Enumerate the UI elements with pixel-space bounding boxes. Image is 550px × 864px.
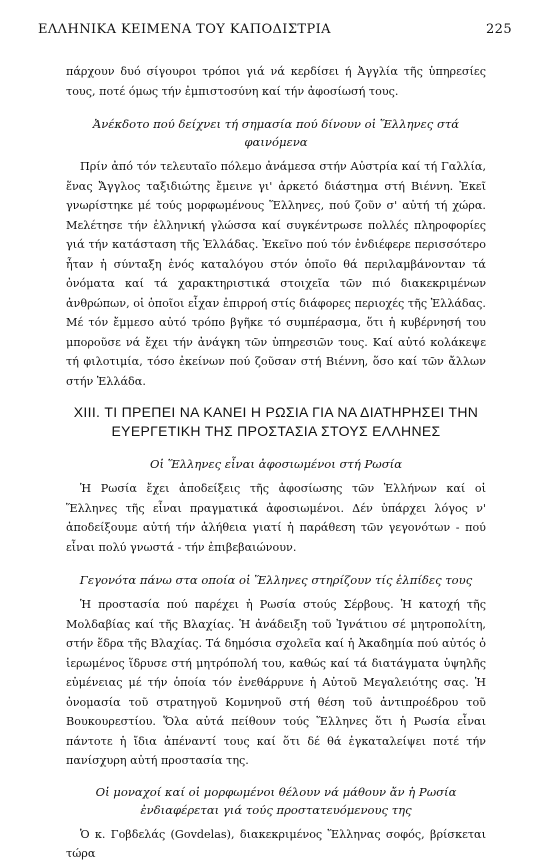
page-body [66,62,486,864]
facts-paragraph: Ἡ προστασία πού παρέχει ἡ Ρωσία στούς Σέρβους. Ἡ κατοχή τῆς Μολδαβίας καί τῆς Βλαχίας. Ἡ ἀνάδειξη τοῦ Ἰγνάτιου σέ μητροπολίτη, στήν ἕδρα τῆς Βλαχίας. Τά δημόσια σχολεῖα καί ἡ Ἀκαδημία πού αὐτός ὁ ἱερωμένος ἵδρυσε στή μητρόπολή του, καθώς καί τά διατάγματα ὑψηλῆς εὐμένειας μέ τήν ὁποία τόν ἐνεθάρρυνε ἡ Αὐτοῦ Μεγαλειότης σας. Ἡ ὀνομασία τοῦ στρατηγοῦ Κομνηνοῦ στή θέση τοῦ ἀντιπροέδρου τοῦ Βουκουρεστίου. Ὅλα αὐτά πείθουν τούς Ἕλληνες ὅτι ἡ Ρωσία εἶναι πάντοτε ἡ ἴδια ἀπέναντί τους καί ὅτι δέ θά ἐγκαταλείψει ποτέ τήν πανίσχυρη αὐτή προστασία της. [66,598,486,767]
running-title: ΕΛΛΗΝΙΚΑ ΚΕΙΜΕΝΑ ΤΟΥ ΚΑΠΟΔΙΣΤΡΙΑ [38,22,331,37]
continued-paragraph: πάρχουν δυό σίγουροι τρόποι γιά νά κερδίσει ή Ἀγγλία τῆς ὑπηρεσίες τους, ποτέ όμως τήν ἐμπιστοσύνη καί τήν ἀφοσίωσή τους. [66,65,486,98]
monks-subheading: Οἱ μοναχοί καί οἱ μορφωμένοι θέλουν νά μάθουν ἄν ἡ Ρωσία ἐνδιαφέρεται γιά τούς προστατευόμενους της [95,784,457,817]
devotion-subheading: Οἱ Ἕλληνες εἶναι ἀφοσιωμένοι στή Ρωσία [149,457,403,471]
facts-subheading: Γεγονότα πάνω στα οποία οἱ Ἕλληνες στηρίζουν τίς ἐλπίδες τους [79,573,473,587]
govdelas-paragraph: Ὁ κ. Γοβδελάς (Govdelas), διακεκριμένος Ἕλληνας σοφός, βρίσκεται τώρα [66,827,486,860]
section-heading [48,403,504,441]
section-heading-line-2: ΕΥΕΡΓΕΤΙΚΗ ΤΗΣ ΠΡΟΣΤΑΣΙΑ ΣΤΟΥΣ ΕΛΛΗΝΕΣ [111,423,441,439]
page-number: 225 [485,22,512,37]
devotion-paragraph: Ἡ Ρωσία ἔχει ἀποδείξεις τῆς ἀφοσίωσης τῶν Ἑλλήνων καί οἱ Ἕλληνες τῆς εἶναι πραγματικά ἀφοσιωμένοι. Δέν ὑπάρχει λόγος ν' ἀποδείξουμε αὐτή τήν ἀλήθεια γιατί ἡ παράθεση τῶν γεγονότων - πού εἶναι πολύ γνωστά - τήν ἐπιβεβαιώνουν. [66,482,486,554]
anecdote-subheading: Ἀνέκδοτο πού δείχνει τή σημασία πού δίνουν οἱ Ἕλληνες στά φαινόμενα [92,117,460,149]
running-header [38,22,512,40]
anecdote-paragraph: Πρίν ἀπό τόν τελευταῖο πόλεμο ἀνάμεσα στήν Αὐστρία καί τή Γαλλία, ἕνας Ἄγγλος ταξιδιώτης ἔμεινε γι' ἀρκετό διάστημα στή Βιέννη. Ἐκεῖ γνωρίστηκε μέ τούς μορφωμένους Ἕλληνες, πού ζοῦν σ' αὐτή τή χώρα. Μελέτησε τήν ἑλληνική γλώσσα καί συγκέντρωσε πολλές πληροφορίες γιά τήν κατάσταση τῆς Ἑλλάδας. Ἐκεῖνο πού τόν ἐνδιέφερε περισσότερο ἦταν ἡ σύνταξη ἑνός καταλόγου στόν ὁποῖο θά περιλαμβάνονταν τά ὀνόματα καί τά χαρακτηριστικά στοιχεῖα τῶν πιό διακεκριμένων ἀνθρώπων, οἱ ὁποῖοι εἶχαν ἐπιρροή στίς διάφορες περιοχές τῆς Ἑλλάδας. Μέ τόν ἔμμεσο αὐτό τρόπο βγῆκε τό συμπέρασμα, ὅτι ἡ κυβέρνησή του μποροῦσε νά ἔχει τήν ἀνάγκη τῶν ὑπηρεσιῶν τους. Καί αὐτό κολάκεψε τή φιλοτιμία, τόσο ἐκείνων πού ζοῦσαν στή Βιέννη, ὅσο καί τῶν ἄλλων στήν Ἑλλάδα. [66,160,486,388]
section-heading-line-1: XIII. ΤΙ ΠΡΕΠΕΙ ΝΑ ΚΑΝΕΙ Η ΡΩΣΙΑ ΓΙΑ ΝΑ ΔΙΑΤΗΡΗΣΕΙ ΤΗΝ [73,404,479,420]
